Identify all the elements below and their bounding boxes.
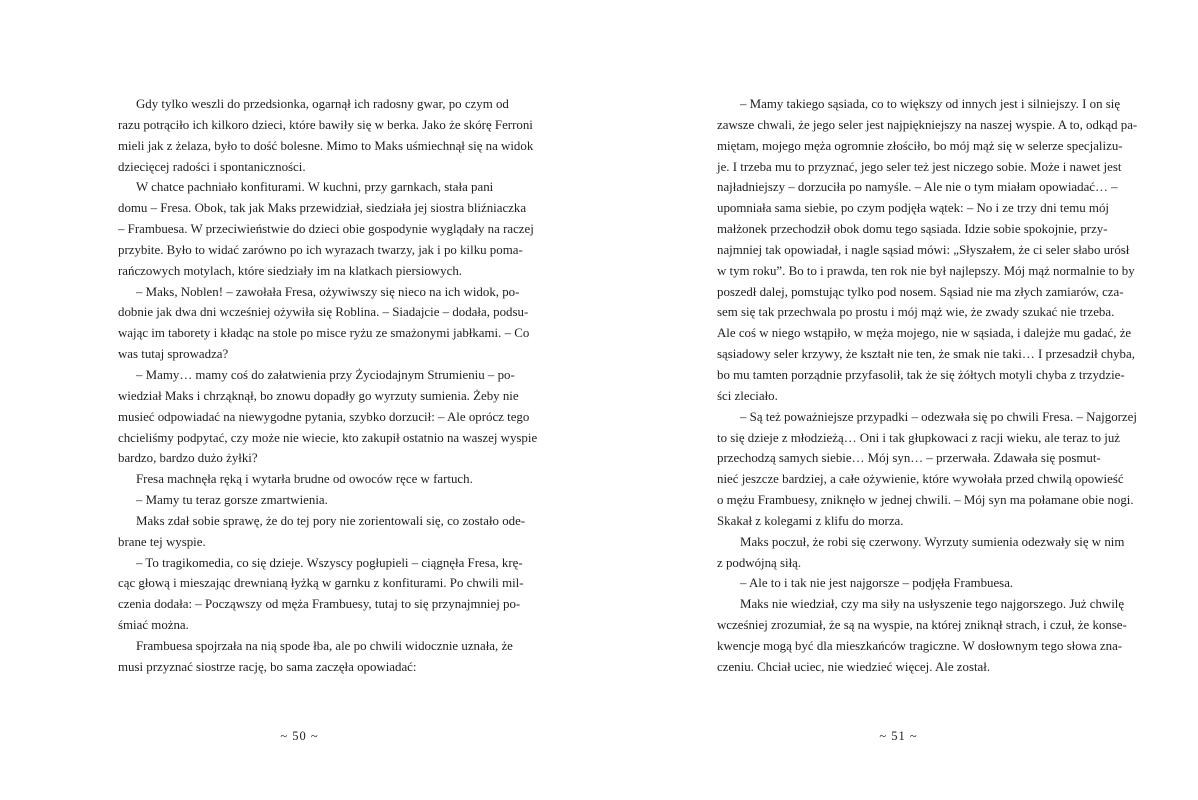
paragraph (717, 594, 1127, 677)
paragraph (118, 511, 526, 553)
left-page-text (118, 94, 538, 678)
text-line: Ale coś w niego wstąpiło, w męża mojego, nie w sąsiada, i dalejże mu gadać, że (717, 326, 1132, 341)
right-page-text (717, 94, 1138, 678)
text-line: – To tragikomedia, co się dzieje. Wszyscy pogłupieli – ciągnęła Fresa, krę- (136, 555, 523, 570)
text-line: czenia dodała: – Począwszy od męża Frambuesy, tutaj to się przynajmniej po- (118, 597, 521, 612)
text-line: o mężu Frambuesy, zniknęło w jednej chwili. – Mój syn ma połamane obie nogi. (717, 493, 1134, 508)
paragraph (717, 94, 1138, 407)
text-line: mieli jak z żelaza, było to dość bolesne. Mimo to Maks uśmiechnął się na widok (118, 138, 534, 153)
paragraph (118, 553, 524, 636)
paragraph (118, 177, 534, 281)
text-line: razu potrąciło ich kilkoro dzieci, które bawiły się w berka. Jako że skórę Ferroni (118, 117, 533, 132)
paragraph (717, 407, 1137, 532)
text-line: przechodzą samych siebie… Mój syn… – przerwała. Zdawała się posmut- (717, 451, 1101, 466)
text-line: Maks poczuł, że robi się czerwony. Wyrzuty sumienia odezwały się w nim (740, 534, 1125, 549)
text-line: wając im taborety i kładąc na stole po misce ryżu ze smażonymi jabłkami. – Co (118, 326, 530, 341)
text-line: Frambuesa spojrzała na nią spode łba, ale po chwili widocznie uznała, że (136, 638, 513, 653)
text-line: dobnie jak dwa dni wcześniej ożywiła się Roblina. – Siadajcie – dodała, podsu- (118, 305, 529, 320)
paragraph (118, 636, 513, 678)
text-line: musieć odpowiadać na niewygodne pytania, szybko dorzucił: – Ale oprócz tego (118, 409, 530, 424)
page-number: ~ 51 ~ (879, 729, 918, 743)
text-line: z podwójną siłą. (717, 555, 802, 570)
text-line: rańczowych motylach, które siedziały im na klatkach piersiowych. (118, 263, 462, 278)
text-line: sąsiadowy seler krzywy, że kształt nie ten, że smak nie taki… I przesadził chyba, (717, 347, 1135, 362)
text-line: czeniu. Chciał uciec, nie wiedzieć więcej. Ale został. (717, 659, 991, 674)
text-line: Fresa machnęła ręką i wytarła brudne od owoców ręce w fartuch. (136, 472, 473, 487)
text-line: musi przyznać siostrze rację, bo sama zaczęła opowiadać: (118, 659, 417, 674)
paragraph (717, 532, 1125, 574)
paragraph (118, 490, 483, 511)
right-page (599, 0, 1198, 800)
text-line: – Są też poważniejsze przypadki – odezwała się po chwili Fresa. – Najgorzej (740, 409, 1137, 424)
text-line: dziecięcej radości i spontaniczności. (118, 159, 306, 174)
text-line: wcześniej zrozumiał, że są na wyspie, na której zniknął strach, i czuł, że konse- (717, 618, 1127, 633)
text-line: brane tej wyspie. (118, 534, 206, 549)
text-line: śmiać można. (118, 618, 189, 633)
text-line: sem się tak przechwala po prostu i mój mąż wie, że zwady szukać nie trzeba. (717, 305, 1115, 320)
text-line: upomniała sama siebie, po czym podjęła wątek: – No i ze trzy dni temu mój (717, 201, 1109, 216)
text-line: zawsze chwali, że jego seler jest najpiękniejszy na naszej wyspie. A to, odkąd pa- (717, 117, 1138, 132)
text-line: je. I trzeba mu to przyznać, jego seler też jest niczego sobie. Może i nawet jest (717, 159, 1122, 174)
paragraph (118, 282, 530, 365)
text-line: Maks zdał sobie sprawę, że do tej pory nie zorientowali się, co zostało ode- (136, 513, 526, 528)
text-line: chcieliśmy podpytać, czy może nie wiecie, kto zakupił ostatnio na waszej wyspie (118, 430, 538, 445)
text-line: ści zleciało. (717, 388, 778, 403)
paragraph (118, 469, 483, 490)
text-line: domu – Fresa. Obok, tak jak Maks przewidział, siedziała jej siostra bliźniaczka (118, 201, 527, 216)
paragraph (118, 94, 534, 177)
text-line: bo mu tamten porządnie przyfasolił, tak że się żółtych motyli chyba z trzydzie- (717, 367, 1125, 382)
text-line: – Frambuesa. W przeciwieństwie do dzieci obie gospodynie wyglądały na raczej (118, 222, 534, 237)
text-line: – Ale to i tak nie jest najgorsze – podjęła Frambuesa. (740, 576, 1014, 591)
paragraph (118, 365, 538, 469)
text-line: was tutaj sprowadza? (118, 347, 229, 362)
text-line: wiedział Maks i chrząknął, bo znowu dopadły go wyrzuty sumienia. Żeby nie (118, 388, 519, 403)
text-line: – Mamy takiego sąsiada, co to większy od innych jest i silniejszy. I on się (740, 97, 1121, 111)
text-line: małżonek przechodził obok domu tego sąsiada. Idzie sobie spokojnie, przy- (717, 222, 1108, 237)
text-line: – Mamy tu teraz gorsze zmartwienia. (136, 493, 328, 508)
text-line: W chatce pachniało konfiturami. W kuchni, przy garnkach, stała pani (136, 180, 494, 195)
text-line: poszedł dalej, pomstując tylko pod nosem. Sąsiad nie ma złych zamiarów, cza- (717, 284, 1124, 299)
text-line: Maks nie wiedział, czy ma siły na usłyszenie tego najgorszego. Już chwilę (740, 597, 1125, 612)
paragraph (717, 573, 1082, 594)
text-line: miętam, mojego męża ogromnie złościło, bo mój mąż się w selerze specjalizu- (717, 138, 1123, 153)
text-line: cąc głową i mieszając drewnianą łyżką w garnku z konfiturami. Po chwili mil- (118, 576, 524, 591)
text-line: Gdy tylko weszli do przedsionka, ogarnął ich radosny gwar, po czym od (136, 97, 509, 111)
text-line: – Mamy… mamy coś do załatwienia przy Życiodajnym Strumieniu – po- (136, 367, 515, 382)
page-number: ~ 50 ~ (280, 729, 319, 743)
text-line: to się dzieje z młodzieżą… Oni i tak głupkowaci z racji wieku, ale teraz to już (717, 430, 1121, 445)
text-line: najładniejszy – dorzuciła po namyśle. – Ale nie o tym miałam opowiadać… – (717, 180, 1118, 195)
text-line: nieć jeszcze bardziej, a całe ożywienie, które wywołała przed chwilą opowieść (717, 472, 1124, 487)
text-line: w tym roku”. Bo to i prawda, ten rok nie był najlepszy. Mój mąż normalnie to by (717, 263, 1135, 278)
text-line: najmniej tak opowiadał, i nagle sąsiad mówi: „Słyszałem, że ci seler słabo urósł (717, 242, 1130, 257)
text-line: bardzo, bardzo dużo żyłki? (118, 451, 258, 466)
text-line: Skakał z kolegami z klifu do morza. (717, 513, 904, 528)
text-line: kwencje mogą być dla mieszkańców tragiczne. W dosłownym tego słowa zna- (717, 638, 1123, 653)
text-line: – Maks, Noblen! – zawołała Fresa, ożywiwszy się nieco na ich widok, po- (136, 284, 520, 299)
text-line: przybite. Było to widać zarówno po ich wyrazach twarzy, jak i po kilku poma- (118, 242, 523, 257)
